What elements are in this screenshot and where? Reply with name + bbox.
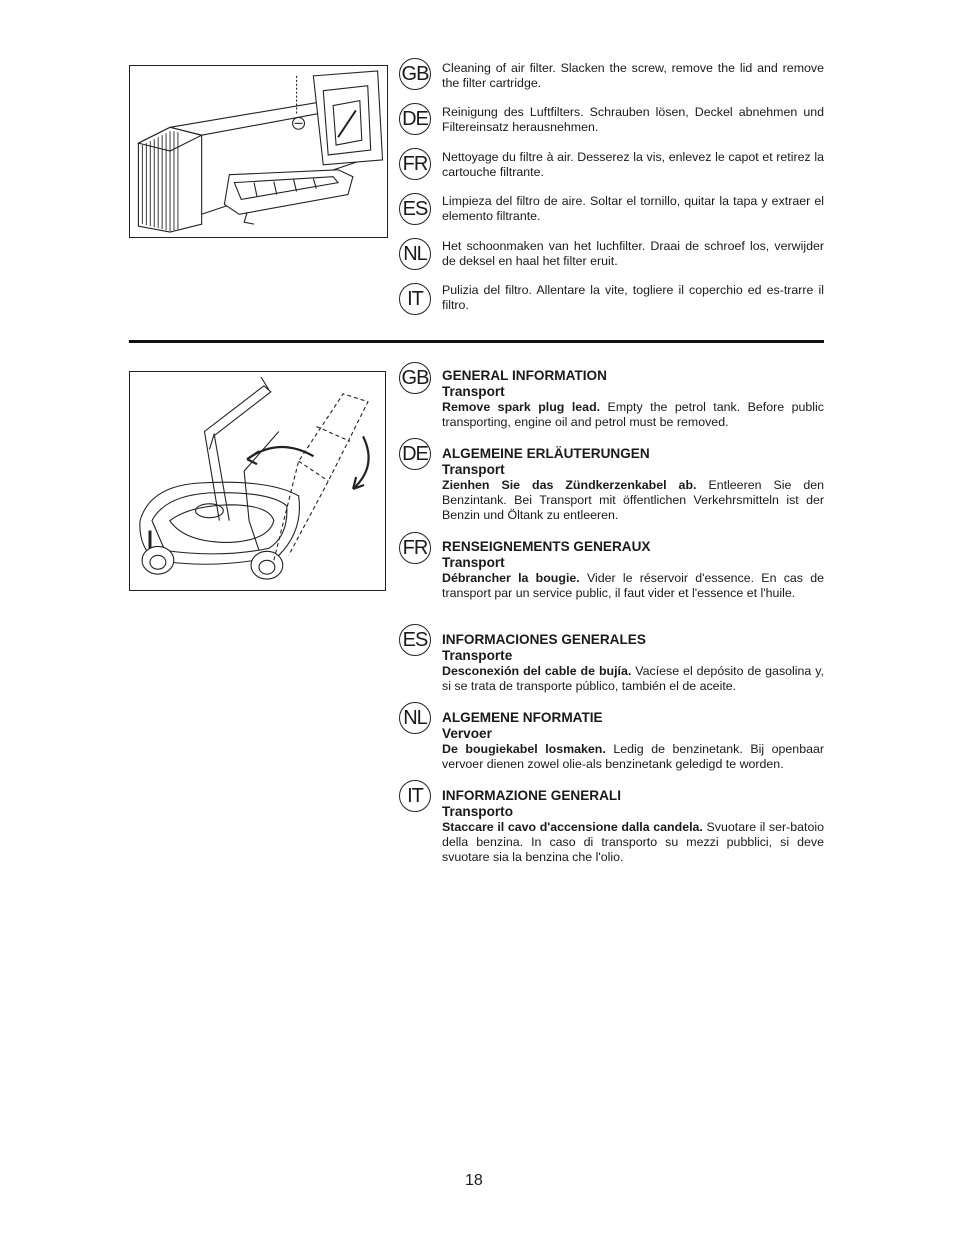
page-number: 18 bbox=[465, 1172, 483, 1189]
air-filter-text-es: Limpieza del filtro de aire. Soltar el tornillo, quitar la tapa y extraer el elemento filtrante. bbox=[442, 194, 824, 223]
instruction-text: Entleeren Sie den Benzintank. Bei Transport mit öffentlichen Verkehrsmitteln ist der Benzin und Öltank zu entleeren. bbox=[442, 478, 825, 522]
section-title: INFORMACIONES GENERALES bbox=[442, 632, 646, 647]
instruction-bold: Staccare il cavo d'accensione dalla candela. bbox=[442, 820, 703, 834]
lang-badge-fr: FR bbox=[399, 532, 431, 564]
instruction-bold: Desconexión del cable de bujía. bbox=[442, 664, 632, 678]
transport-block-de bbox=[442, 446, 824, 523]
instruction-text: Ledig de benzinetank. Bij openbaar vervoer dienen zowel olie-als benzinetank geledigd te worden. bbox=[442, 742, 824, 771]
air-filter-text-gb: Cleaning of air filter. Slacken the screw, remove the lid and remove the filter cartridge. bbox=[442, 61, 824, 90]
transport-block-gb bbox=[442, 368, 824, 430]
mower-transport-illustration bbox=[129, 371, 386, 591]
transport-block-fr bbox=[442, 539, 824, 601]
instruction-text: Vacíese el depósito de gasolina y, si se trata de transporte público, también el de aceite. bbox=[442, 664, 824, 693]
instruction-text: Empty the petrol tank. Before public transporting, engine oil and petrol must be removed. bbox=[442, 400, 824, 429]
section-subtitle: Transporte bbox=[442, 648, 513, 663]
transport-block-nl bbox=[442, 710, 824, 772]
section-title: ALGEMEINE ERLÄUTERUNGEN bbox=[442, 446, 650, 461]
section-title: RENSEIGNEMENTS GENERAUX bbox=[442, 539, 651, 554]
lang-badge-it: IT bbox=[399, 283, 431, 315]
lang-badge-es: ES bbox=[399, 624, 431, 656]
lang-badge-de: DE bbox=[399, 438, 431, 470]
section-title: ALGEMENE NFORMATIE bbox=[442, 710, 603, 725]
lang-badge-it: IT bbox=[399, 780, 431, 812]
lang-badge-nl: NL bbox=[399, 238, 431, 270]
transport-block-es bbox=[442, 632, 824, 694]
lang-badge-nl: NL bbox=[399, 702, 431, 734]
section-title: INFORMAZIONE GENERALI bbox=[442, 788, 621, 803]
air-filter-text-fr: Nettoyage du filtre à air. Desserez la vis, enlevez le capot et retirez la cartouche filtrante. bbox=[442, 150, 824, 179]
section-subtitle: Transport bbox=[442, 384, 505, 399]
transport-block-it bbox=[442, 788, 824, 865]
lang-badge-gb: GB bbox=[399, 362, 431, 394]
section-subtitle: Transport bbox=[442, 555, 505, 570]
lang-badge-de: DE bbox=[399, 103, 431, 135]
instruction-bold: De bougiekabel losmaken. bbox=[442, 742, 606, 756]
instruction-bold: Débrancher la bougie. bbox=[442, 571, 580, 585]
lang-badge-gb: GB bbox=[399, 58, 431, 90]
air-filter-text-nl: Het schoonmaken van het luchfilter. Draai de schroef los, verwijder de deksel en haal het filter eruit. bbox=[442, 239, 824, 268]
section-subtitle: Transport bbox=[442, 462, 505, 477]
section-divider bbox=[129, 340, 824, 343]
instruction-bold: Remove spark plug lead. bbox=[442, 400, 601, 414]
section-subtitle: Vervoer bbox=[442, 726, 492, 741]
lang-badge-es: ES bbox=[399, 193, 431, 225]
section-title: GENERAL INFORMATION bbox=[442, 368, 607, 383]
lang-badge-fr: FR bbox=[399, 148, 431, 180]
air-filter-text-de: Reinigung des Luftfilters. Schrauben lösen, Deckel abnehmen und Filtereinsatz herausnehmen. bbox=[442, 105, 824, 134]
instruction-text: Vider le réservoir d'essence. En cas de transport par un service public, il faut vider et l'essence et l'huile. bbox=[442, 571, 824, 600]
air-filter-illustration bbox=[129, 65, 388, 238]
instruction-text: Svuotare il ser-batoio della benzina. In caso di transporto su mezzi pubblici, si deve svuotare sia la benzina che l'olio. bbox=[442, 820, 824, 864]
air-filter-text-it: Pulizia del filtro. Allentare la vite, togliere il coperchio ed es-trarre il filtro. bbox=[442, 283, 824, 312]
section-subtitle: Transporto bbox=[442, 804, 513, 819]
instruction-bold: Zienhen Sie das Zündkerzenkabel ab. bbox=[442, 478, 697, 492]
